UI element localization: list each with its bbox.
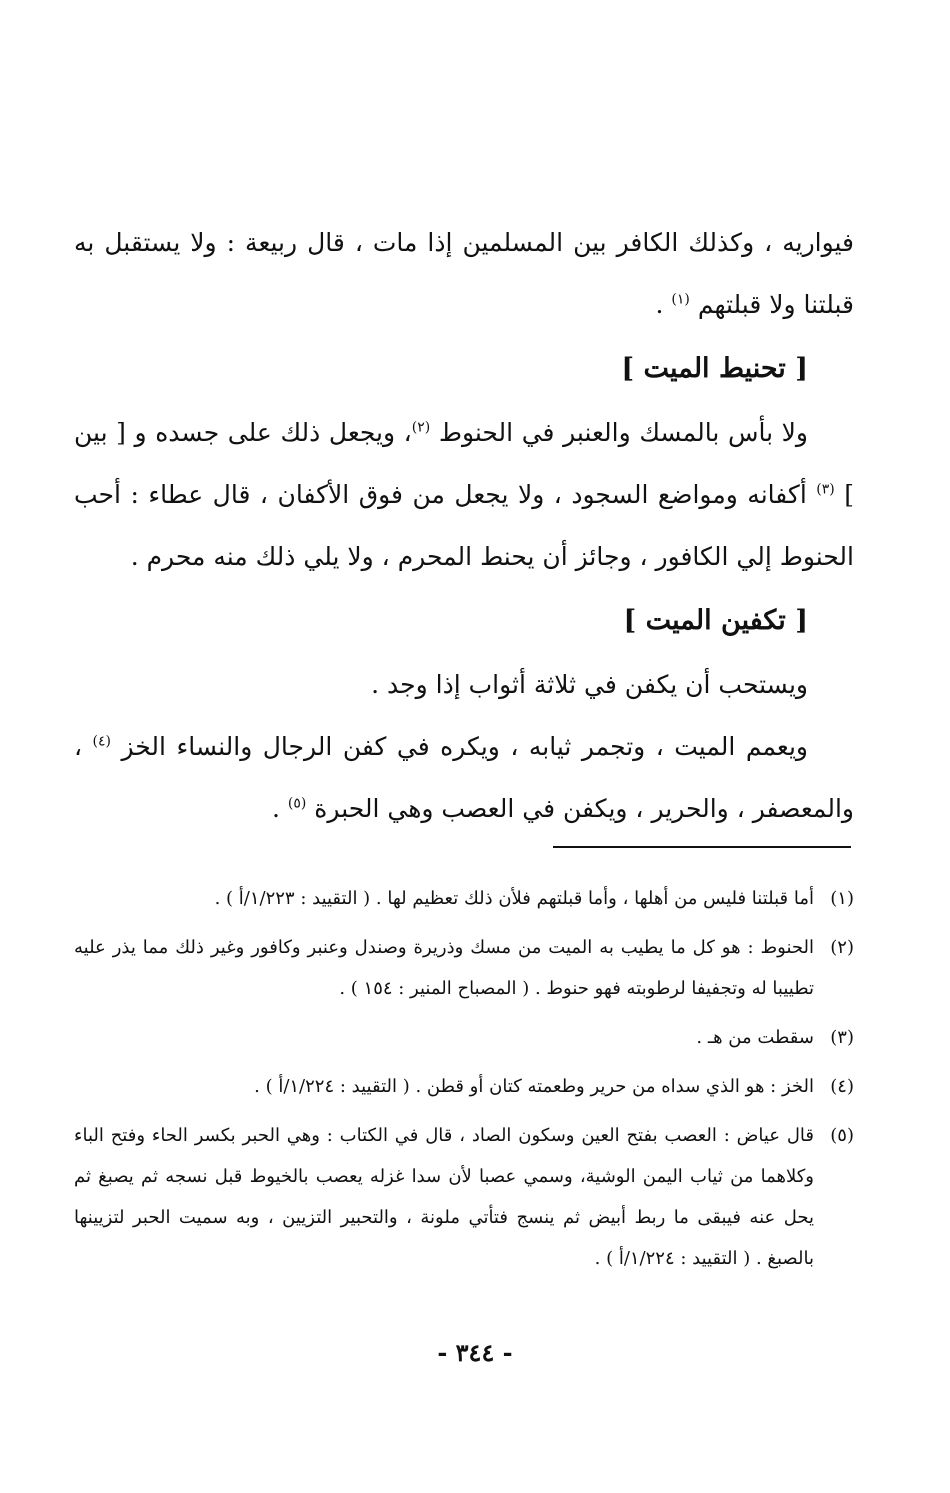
takfin-paragraph-1: ويستحب أن يكفن في ثلاثة أثواب إذا وجد . — [371, 670, 808, 699]
tahnit-paragraph — [74, 402, 854, 588]
footnote-text: الخز : هو الذي سداه من حرير وطعمته كتان أو قطن . ( التقييد : ١/٢٢٤/أ ) . — [254, 1076, 814, 1097]
footnote-item — [74, 1066, 854, 1107]
footnote-number: (١) — [830, 888, 854, 909]
footnote-number: (٥) — [830, 1125, 854, 1146]
heading-takfin: [ تكفين الميت ] — [623, 605, 808, 636]
footnote-ref-5: (٥) — [287, 795, 307, 812]
footnote-number: (٣) — [830, 1027, 854, 1048]
footnote-ref-3: (٣) — [816, 481, 835, 498]
footnote-item — [74, 1115, 854, 1279]
main-text — [74, 212, 854, 840]
footnote-item — [74, 927, 854, 1009]
page-number: - ٣٤٤ - — [437, 1338, 513, 1367]
footnote-ref-1: (١) — [671, 291, 690, 308]
intro-paragraph — [74, 212, 854, 336]
footnote-number: (٤) — [830, 1076, 854, 1097]
takfin-text-2a: ويعمم الميت ، وتجمر ثيابه ، ويكره في كفن الرجال والنساء الخز — [111, 732, 808, 761]
footnote-text: سقطت من هـ . — [696, 1027, 814, 1048]
footnote-divider — [553, 846, 851, 848]
footnote-item — [74, 1017, 854, 1058]
footnote-text: قال عياض : العصب بفتح العين وسكون الصاد ، قال في الكتاب : وهي الحبر بكسر الحاء وفتح الباء وكلاهما من ثياب اليمن الوشية، وسمي عصبا لأن سدا غزله يعصب بالخيوط قبل نسجه ثم يصبغ ثم يحل عنه فيبقى ما ربط أبيض ثم ينسج فتأتي ملونة ، والتحبير التزيين ، وبه سميت الحبر لتزيينها بالصبغ . ( التقييد : ١/٢٢٤/أ ) . — [74, 1125, 814, 1269]
footnotes-section — [74, 878, 854, 1287]
footnote-number: (٢) — [830, 937, 854, 958]
tahnit-text-3: أكفانه ومواضع السجود ، ولا يجعل من فوق الأكفان ، قال عطاء : أحب الحنوط إلي الكافور ، وجائز أن يحنط المحرم ، ولا يلي ذلك منه محرم . — [74, 480, 854, 571]
footnote-ref-4: (٤) — [92, 733, 112, 750]
intro-text: فيواريه ، وكذلك الكافر بين المسلمين إذا مات ، قال ربيعة : ولا يستقبل به قبلتنا ولا قبلتهم — [74, 228, 854, 319]
intro-text-end: . — [655, 290, 672, 319]
tahnit-text-2: ، ويجعل ذلك على جسده و [ بين ] — [74, 418, 855, 509]
footnote-ref-2: (٢) — [411, 419, 431, 436]
tahnit-text-1: ولا بأس بالمسك والعنبر في الحنوط — [430, 418, 808, 447]
footnote-text: أما قبلتنا فليس من أهلها ، وأما قبلتهم فلأن ذلك تعظيم لها . ( التقييد : ١/٢٢٣/أ ) . — [214, 888, 814, 909]
takfin-text-2b: ، والمعصفر ، والحرير ، ويكفن في العصب وهي الحبرة — [74, 732, 854, 823]
footnote-item — [74, 878, 854, 919]
heading-tahnit: [ تحنيط الميت ] — [621, 353, 808, 384]
takfin-text-2c: . — [271, 794, 288, 823]
footnote-text: الحنوط : هو كل ما يطيب به الميت من مسك وذريرة وصندل وعنبر وكافور وغير ذلك مما يذر عليه تطييبا له وتجفيفا لرطوبته فهو حنوط . ( المصباح المنير : ١٥٤ ) . — [74, 937, 814, 999]
takfin-paragraph-2 — [74, 716, 854, 840]
